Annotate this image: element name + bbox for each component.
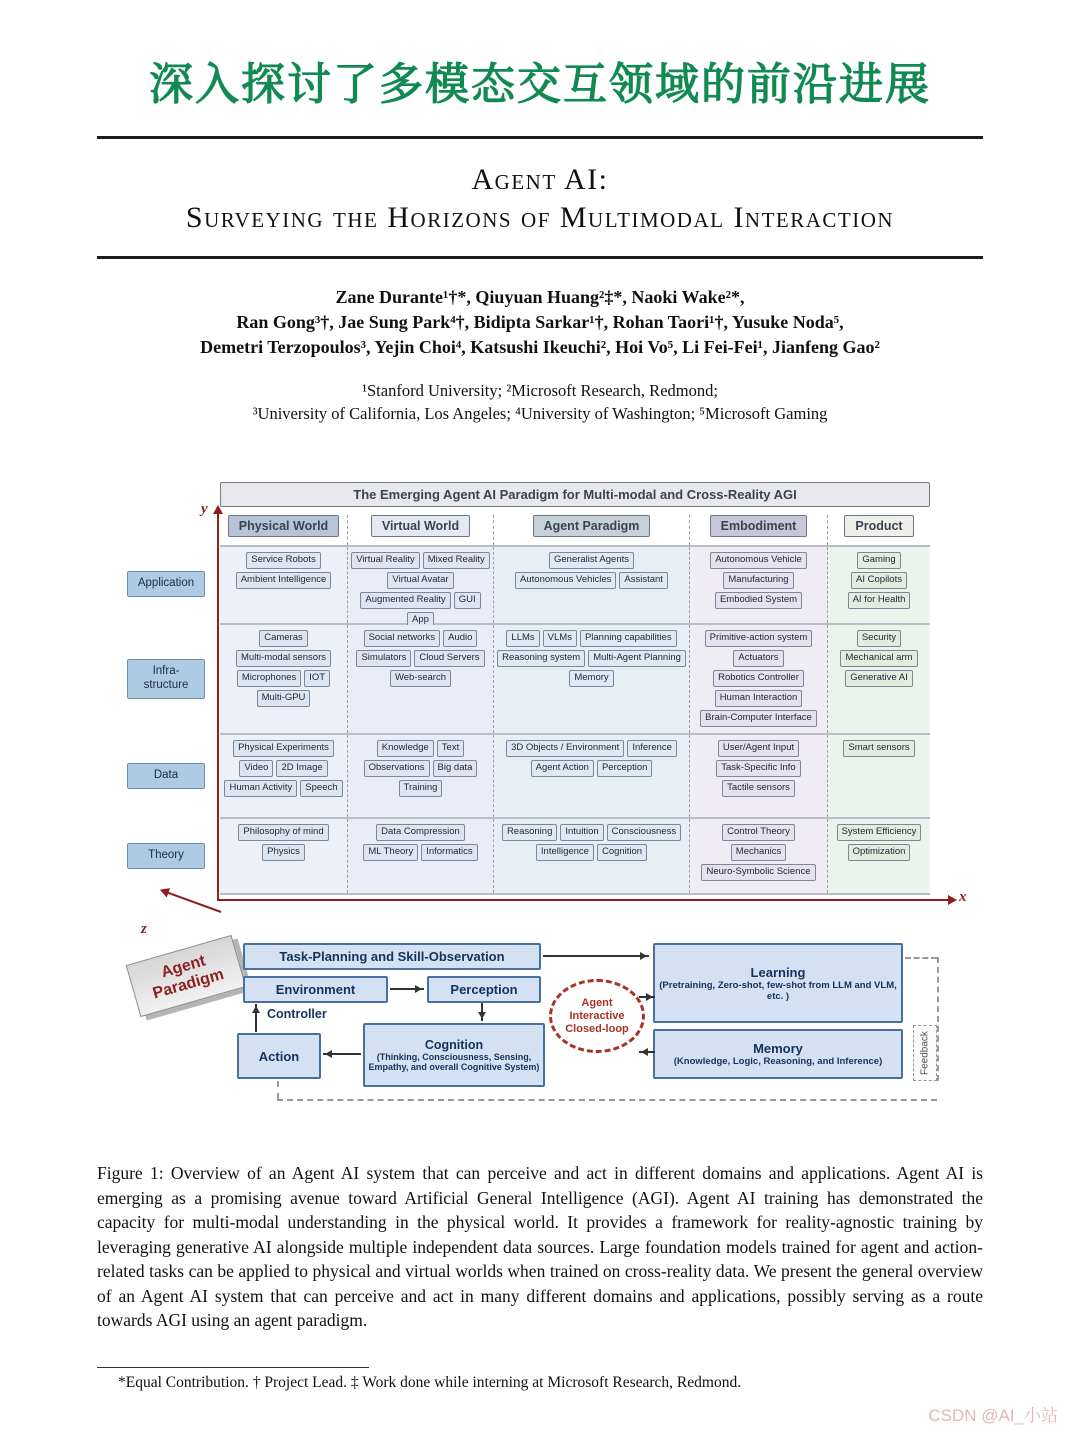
grid-box: Video [239, 760, 273, 777]
column-header-virtual-world: Virtual World [371, 515, 470, 537]
grid-box: Security [857, 630, 901, 647]
grid-box: Philosophy of mind [238, 824, 328, 841]
grid-box: Mechanics [731, 844, 786, 861]
grid-box: Generalist Agents [549, 552, 634, 569]
banner-title: 深入探讨了多模态交互领域的前沿进展 [149, 60, 931, 109]
grid-box: Memory [569, 670, 613, 687]
row-label-infrastructure: Infra- structure [127, 659, 205, 699]
header-cell-product [828, 515, 930, 545]
feedback-label: Feedback [913, 1025, 937, 1081]
grid-box: Optimization [848, 844, 911, 861]
grid-box: Virtual Reality [351, 552, 419, 569]
grid-box: ML Theory [363, 844, 418, 861]
authors-line-2: Ran Gong³†, Jae Sung Park⁴†, Bidipta Sarkar¹†, Rohan Taori¹†, Yusuke Noda⁵, [236, 312, 844, 333]
arrow-environment-to-perception [390, 988, 424, 990]
grid-box: Generative AI [845, 670, 913, 687]
grid-box: Informatics [421, 844, 477, 861]
grid-box: Reasoning [502, 824, 557, 841]
grid-box: Agent Action [531, 760, 594, 777]
feedback-dashed-line-right [937, 957, 939, 1081]
cell-theory-physical [220, 819, 348, 893]
cell-data-virtual [348, 735, 494, 817]
figure-1-diagram [125, 482, 967, 1119]
feedback-dashed-line-top [905, 957, 937, 959]
cell-theory-embodiment [690, 819, 828, 893]
grid-box: Actuators [733, 650, 783, 667]
grid-box: Primitive-action system [705, 630, 813, 647]
banner [0, 0, 1080, 112]
cell-application-physical [220, 547, 348, 623]
grid-box: Manufacturing [723, 572, 793, 589]
grid-box: App [407, 612, 434, 629]
grid-box: Planning capabilities [580, 630, 677, 647]
y-axis-label: y [201, 501, 208, 518]
column-header-product: Product [844, 515, 913, 537]
cell-infrastructure-agent [494, 625, 690, 733]
grid-box: 3D Objects / Environment [506, 740, 624, 757]
cell-theory-product [828, 819, 930, 893]
arrow-controller-up [255, 1004, 257, 1032]
x-axis-label: x [959, 889, 967, 906]
grid-box: Human Interaction [715, 690, 803, 707]
cell-data-physical [220, 735, 348, 817]
grid-box: Text [437, 740, 464, 757]
affiliations-line-2: ³University of California, Los Angeles; ⁴University of Washington; ⁵Microsoft Gaming [252, 404, 828, 424]
cell-data-agent [494, 735, 690, 817]
cell-infrastructure-physical [220, 625, 348, 733]
y-axis [217, 509, 219, 901]
grid-box: Inference [627, 740, 677, 757]
grid-box: Reasoning system [497, 650, 585, 667]
learning-subtitle: (Pretraining, Zero-shot, few-shot from LLM and VLM, etc. ) [659, 979, 897, 1002]
grid-box: Physics [262, 844, 305, 861]
cell-data-product [828, 735, 930, 817]
grid-box: Speech [300, 780, 342, 797]
grid-box: Audio [443, 630, 477, 647]
agent-paradigm-3d-label: Agent Paradigm [126, 935, 247, 1017]
grid-row-infrastructure [220, 625, 930, 735]
memory-subtitle: (Knowledge, Logic, Reasoning, and Inference) [673, 1056, 883, 1068]
cell-application-agent [494, 547, 690, 623]
grid-box: Multi-Agent Planning [588, 650, 686, 667]
figure-caption: Figure 1: Overview of an Agent AI system that can perceive and act in different domains and applications. Agent AI is emerging as a promising avenue toward Artificial General Intelligence (AGI). Agent AI training has demonstrated the capacity for multi-modal understanding in the physical world. It provides a framework for reality-agnostic training by leveraging generative AI alongside multiple independent data sources. Large foundation models trained for agent and action-related tasks can be applied to physical and virtual worlds when trained on cross-reality data. We present the general overview of an Agent AI system that can perceive and act in many different domains and applications, possibly serving as a route towards AGI using an agent paradigm. [97, 1163, 983, 1331]
task-planning-box: Task-Planning and Skill-Observation [243, 943, 541, 970]
grid-box: Social networks [364, 630, 441, 647]
grid-box: Simulators [356, 650, 411, 667]
grid-box: Cognition [597, 844, 647, 861]
grid-box: Autonomous Vehicle [710, 552, 807, 569]
row-label-theory: Theory [127, 843, 205, 869]
memory-box [653, 1029, 903, 1079]
csdn-watermark: CSDN @AI_小站 [928, 1406, 1058, 1425]
grid-box: Augmented Reality [360, 592, 450, 609]
grid-row-data [220, 735, 930, 819]
cell-infrastructure-product [828, 625, 930, 733]
grid-box: Task-Specific Info [716, 760, 800, 777]
grid-box: AI for Health [848, 592, 911, 609]
diagram-title: The Emerging Agent AI Paradigm for Multi-modal and Cross-Reality AGI [220, 482, 930, 507]
column-header-physical-world: Physical World [228, 515, 339, 537]
authors-line-1: Zane Durante¹†*, Qiuyuan Huang²‡*, Naoki Wake²*, [335, 287, 745, 307]
row-label-data: Data [127, 763, 205, 789]
header-cell-embodiment [690, 515, 828, 545]
column-headers [220, 515, 930, 545]
grid-box: Web-search [390, 670, 451, 687]
paper-title-line-1: Agent AI: [471, 163, 609, 196]
grid-box: Gaming [857, 552, 900, 569]
grid-box: Training [399, 780, 443, 797]
grid-row-theory [220, 819, 930, 895]
cell-application-virtual [348, 547, 494, 626]
grid-box: Control Theory [722, 824, 795, 841]
footnote-rule [97, 1367, 369, 1368]
arrow-memory-to-loop [639, 1051, 655, 1053]
grid-box: Observations [364, 760, 430, 777]
column-header-embodiment: Embodiment [710, 515, 808, 537]
cell-theory-agent [494, 819, 690, 893]
grid-box: Multi-GPU [257, 690, 311, 707]
memory-title: Memory [753, 1041, 803, 1057]
header-cell-virtual [348, 515, 494, 545]
row-label-gutter [125, 515, 220, 895]
grid-box: 2D Image [276, 760, 327, 777]
paper-title-line-2: Surveying the Horizons of Multimodal Interaction [185, 200, 895, 234]
paper-title [0, 161, 1080, 236]
title-rule-bottom [97, 256, 983, 259]
agent-paradigm-flow [125, 941, 955, 1119]
grid-box: Embodied System [715, 592, 802, 609]
affiliation-block [0, 379, 1080, 427]
grid-box: LLMs [506, 630, 539, 647]
grid-box: Data Compression [376, 824, 465, 841]
x-axis [217, 899, 953, 901]
grid-row-application [220, 545, 930, 625]
diagram-grid [220, 515, 930, 895]
footnote-text: *Equal Contribution. † Project Lead. ‡ Work done while interning at Microsoft Research, Redmond. [118, 1373, 742, 1391]
grid-box: Cloud Servers [414, 650, 484, 667]
grid-box: VLMs [543, 630, 577, 647]
grid-box: User/Agent Input [718, 740, 799, 757]
grid-box: Consciousness [607, 824, 681, 841]
cell-data-embodiment [690, 735, 828, 817]
header-cell-physical [220, 515, 348, 545]
arrow-loop-to-learning [639, 996, 655, 998]
cell-application-product [828, 547, 930, 623]
grid-box: Autonomous Vehicles [515, 572, 616, 589]
column-header-agent-paradigm: Agent Paradigm [533, 515, 651, 537]
closed-loop-ellipse: Agent Interactive Closed-loop [549, 979, 645, 1053]
grid-box: System Efficiency [837, 824, 922, 841]
learning-box [653, 943, 903, 1023]
grid-box: Perception [597, 760, 652, 777]
grid-box: GUI [454, 592, 481, 609]
grid-box: Mechanical arm [840, 650, 917, 667]
grid-box: Knowledge [377, 740, 434, 757]
row-label-application: Application [127, 571, 205, 597]
affiliations-line-1: ¹Stanford University; ²Microsoft Research, Redmond; [362, 380, 718, 400]
grid-box: Microphones [237, 670, 301, 687]
grid-box: Brain-Computer Interface [700, 710, 817, 727]
author-block [0, 285, 1080, 361]
grid-box: AI Copilots [851, 572, 907, 589]
cognition-title: Cognition [424, 1037, 484, 1052]
perception-box: Perception [427, 976, 541, 1003]
grid-box: Service Robots [246, 552, 320, 569]
grid-box: Multi-modal sensors [236, 650, 331, 667]
cell-infrastructure-embodiment [690, 625, 828, 733]
grid-box: Cameras [259, 630, 308, 647]
cognition-box [363, 1023, 545, 1087]
grid-box: Assistant [619, 572, 668, 589]
cell-theory-virtual [348, 819, 494, 893]
feedback-dashed-line-left [277, 1081, 279, 1099]
cognition-subtitle: (Thinking, Consciousness, Sensing, Empathy, and overall Cognitive System) [368, 1051, 540, 1073]
grid-box: Smart sensors [843, 740, 914, 757]
title-rule-top [97, 136, 983, 139]
arrow-perception-to-cognition [481, 1003, 483, 1021]
grid-box: Mixed Reality [423, 552, 490, 569]
grid-box: Physical Experiments [233, 740, 334, 757]
grid-box: Neuro-Symbolic Science [701, 864, 815, 881]
diagram-grid-area [125, 501, 967, 938]
arrow-taskplanning-to-learning [543, 955, 649, 957]
header-cell-agent [494, 515, 690, 545]
grid-box: Big data [433, 760, 478, 777]
grid-box: Ambient Intelligence [236, 572, 332, 589]
learning-title: Learning [750, 964, 806, 980]
authors-line-3: Demetri Terzopoulos³, Yejin Choi⁴, Katsushi Ikeuchi², Hoi Vo⁵, Li Fei-Fei¹, Jianfeng Gao² [200, 337, 880, 358]
grid-box: Human Activity [224, 780, 297, 797]
grid-box: IOT [304, 670, 330, 687]
environment-box: Environment [243, 976, 388, 1003]
grid-box: Tactile sensors [722, 780, 795, 797]
grid-box: Virtual Avatar [387, 572, 453, 589]
grid-box: Intuition [560, 824, 603, 841]
z-axis-label: z [141, 921, 147, 938]
cell-infrastructure-virtual [348, 625, 494, 733]
grid-box: Intelligence [536, 844, 594, 861]
controller-label: Controller [267, 1007, 327, 1022]
cell-application-embodiment [690, 547, 828, 623]
action-box: Action [237, 1033, 321, 1079]
feedback-dashed-line-bottom [277, 1099, 937, 1101]
arrow-cognition-to-action [323, 1053, 361, 1055]
grid-box: Robotics Controller [713, 670, 804, 687]
